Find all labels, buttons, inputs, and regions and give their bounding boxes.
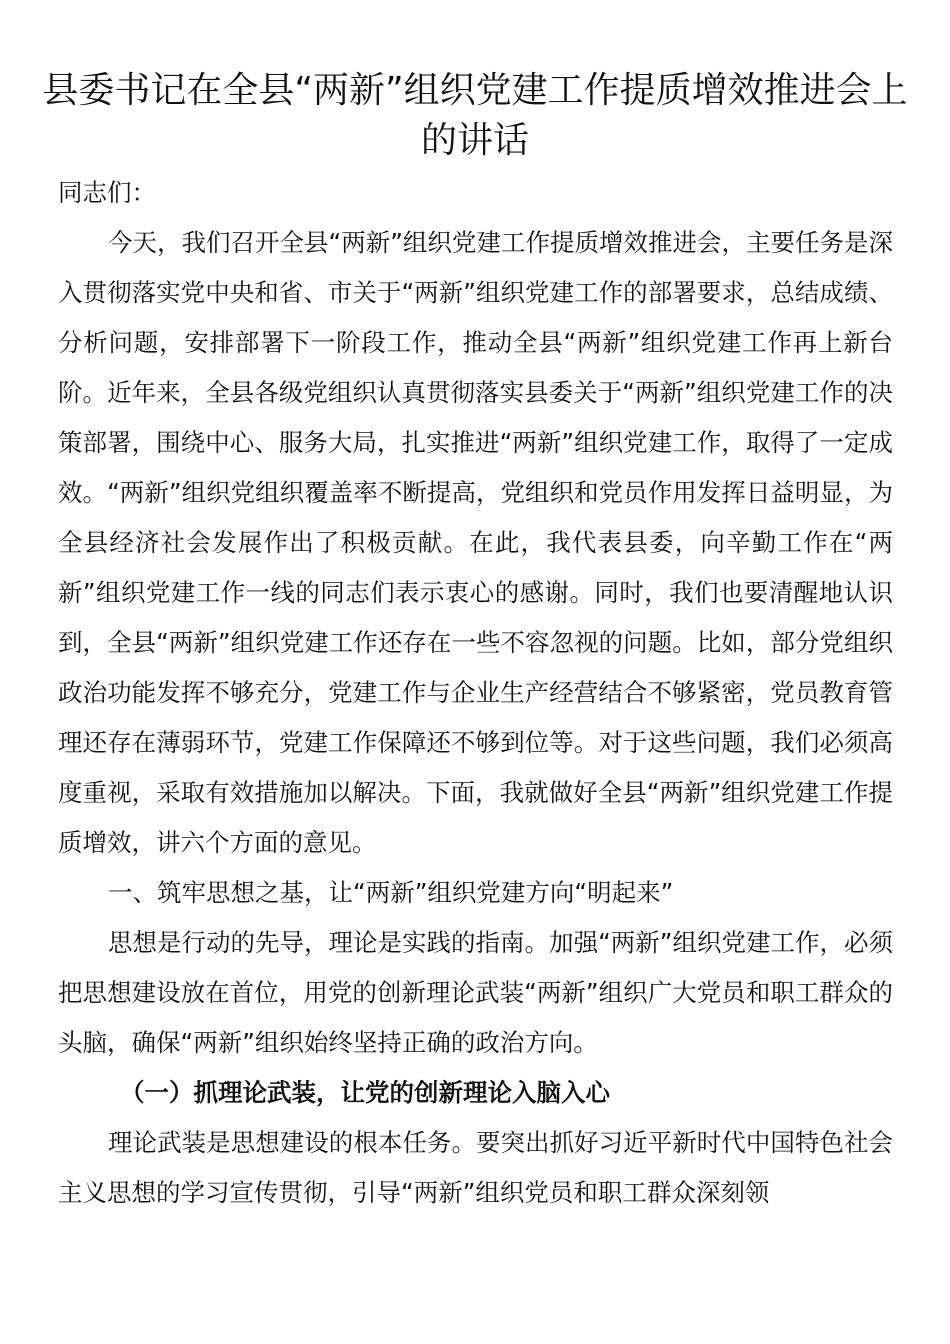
- document-title: 县委书记在全县“两新”组织党建工作提质增效推进会上的讲话: [42, 70, 908, 161]
- section-1-paragraph: 思想是行动的先导，理论是实践的指南。加强“两新”组织党建工作，必须把思想建设放在首位，用党的创新理论武装“两新”组织广大党员和职工群众的头脑，确保“两新”组织始终坚持正确的政治方向。: [58, 928, 893, 1057]
- section-heading-1: 一、筑牢思想之基，让“两新”组织党建方向“明起来”: [108, 878, 674, 907]
- subsection-1-paragraph: 理论武装是思想建设的根本任务。要突出抓好习近平新时代中国特色社会主义思想的学习宣传贯彻，引导“两新”组织党员和职工群众深刻领: [58, 1128, 893, 1207]
- document-body: [58, 168, 893, 1218]
- salutation: 同志们：: [58, 178, 156, 207]
- subsection-heading-1: （一）抓理论武装，让党的创新理论入脑入心: [120, 1078, 610, 1107]
- intro-paragraph: 今天，我们召开全县“两新”组织党建工作提质增效推进会，主要任务是深入贯彻落实党中央和省、市关于“两新”组织党建工作的部署要求，总结成绩、分析问题，安排部署下一阶段工作，推动全县“两新”组织党建工作再上新台阶。近年来，全县各级党组织认真贯彻落实县委关于“两新”组织党建工作的决策部署，围绕中心、服务大局，扎实推进“两新”组织党建工作，取得了一定成效。“两新”组织党组织覆盖率不断提高，党组织和党员作用发挥日益明显，为全县经济社会发展作出了积极贡献。在此，我代表县委，向辛勤工作在“两新”组织党建工作一线的同志们表示衷心的感谢。同时，我们也要清醒地认识到，全县“两新”组织党建工作还存在一些不容忽视的问题。比如，部分党组织政治功能发挥不够充分，党建工作与企业生产经营结合不够紧密，党员教育管理还存在薄弱环节，党建工作保障还不够到位等。对于这些问题，我们必须高度重视，采取有效措施加以解决。下面，我就做好全县“两新”组织党建工作提质增效，讲六个方面的意见。: [58, 228, 893, 857]
